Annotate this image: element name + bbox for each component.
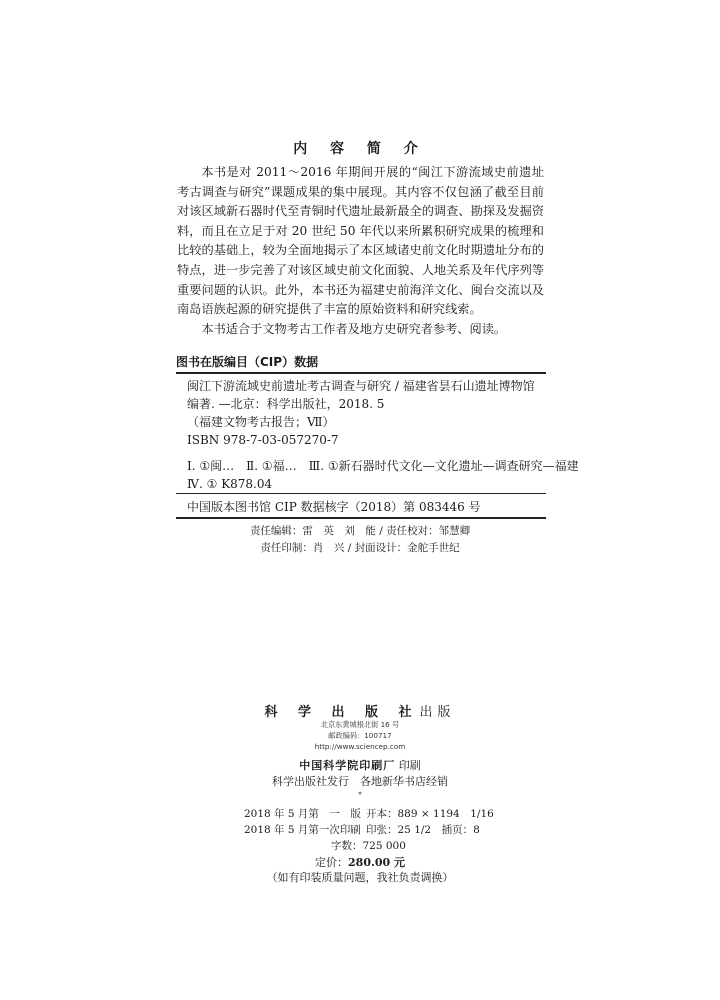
quality-note: （如有印装质量问题，我社负责调换） <box>266 871 454 884</box>
edition-info: 2018 年 5 月第 一 版 <box>244 808 361 820</box>
staff-production: 责任印制：肖 兴 / 封面设计：金舵手世纪 <box>260 542 460 554</box>
separator-mark: * <box>358 791 362 799</box>
publisher-line <box>0 701 720 720</box>
staff-editors: 责任编辑：雷 英 刘 能 / 责任校对：邹慧卿 <box>249 525 471 537</box>
word-count: 字数：725 000 <box>331 840 406 852</box>
page-title: 内 容 简 介 <box>293 141 427 157</box>
cip-imprint-line: 编著. —北京：科学出版社，2018. 5 <box>187 397 385 411</box>
intro-paragraph: 本书是对 2011～2016 年期间开展的“闽江下游流域史前遗址考古调查与研究”课题成果的集中展现。其内容不仅包涵了截至目前对该区域新石器时代至青铜时代遗址最新最全的调查、勘探及发掘资料，而且在立足于对 20 世纪 50 年代以来所累积研究成果的梳理和比较的基础上，较为全面地揭示了本区域诸史前文化时期遗址分布的特点，进一步完善了对该区域史前文化面貌、人地关系及年代序列等重要问题的认识。此外，本书还为福建史前海洋文化、闽台交流以及南岛语族起源的研究提供了丰富的原始资料和研究线索。 <box>177 165 544 317</box>
cip-record-line: 中国版本图书馆 CIP 数据核字（2018）第 083446 号 <box>187 500 481 514</box>
cip-heading: 图书在版编目（CIP）数据 <box>176 355 319 369</box>
intro-section <box>177 163 544 339</box>
cip-bottom-rule <box>176 517 546 519</box>
publisher-website: http://www.sciencep.com <box>314 742 406 751</box>
price-line <box>0 854 720 870</box>
printer-name: 中国科学院印刷厂 <box>299 759 396 772</box>
publisher-postcode: 邮政编码：100717 <box>328 731 392 740</box>
intro-paragraph: 本书适合于文物考古工作者及地方史研究者参考、阅读。 <box>201 321 507 336</box>
publisher-name: 科 学 出 版 社 <box>264 705 420 720</box>
cip-mid-rule <box>176 493 546 494</box>
cip-class-line: Ⅳ. ① K878.04 <box>187 477 273 491</box>
cip-top-rule <box>176 372 546 374</box>
cip-title-line: 闽江下游流域史前遗址考古调查与研究 / 福建省昙石山遗址博物馆 <box>187 379 535 393</box>
cip-class-line: Ⅰ. ①闽… Ⅱ. ①福… Ⅲ. ①新石器时代文化—文化遗址—调查研究—福建 <box>187 459 579 473</box>
printing-info: 2018 年 5 月第一次印刷 <box>244 824 361 836</box>
format-info: 开本：889 × 1194 1/16 <box>366 808 494 820</box>
printer-line <box>0 757 720 773</box>
publisher-suffix: 出版 <box>419 705 456 720</box>
price-label: 定价： <box>315 856 349 869</box>
cip-series-line: （福建文物考古报告；Ⅶ） <box>187 415 335 429</box>
price-value: 280.00 元 <box>348 856 405 869</box>
publisher-address: 北京东黄城根北街 16 号 <box>320 720 400 729</box>
distribution-line: 科学出版社发行 各地新华书店经销 <box>272 775 448 788</box>
printer-suffix: 印刷 <box>398 759 421 772</box>
cip-isbn-line: ISBN 978-7-03-057270-7 <box>187 433 339 447</box>
sheets-info: 印张：25 1/2 插页：8 <box>366 824 480 836</box>
